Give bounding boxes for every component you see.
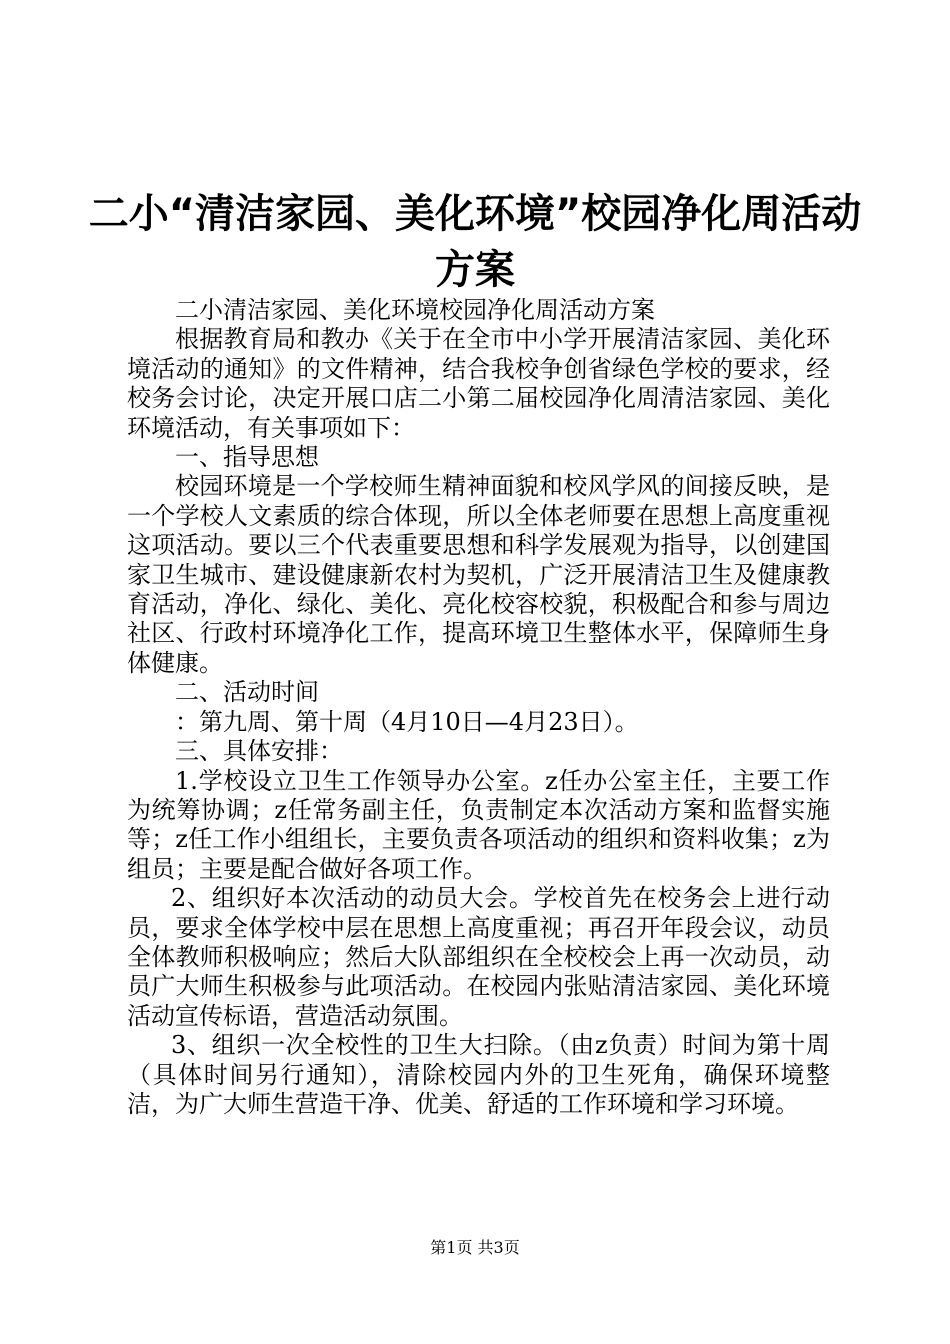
section-heading-arrangements: 三、具体安排： [175,737,343,766]
intro-paragraph: 根据教育局和教办《关于在全市中小学开展清洁家园、美化环境活动的通知》的文件精神，结合我校争创省绿色学校的要求，经校务会讨论，决定开展口店二小第二届校园净化周清洁家园、美化环境活动，有关事项如下： [127,325,830,442]
arrangement-item-3: 3、组织一次全校性的卫生大扫除。（由z负责）时间为第十周（具体时间另行通知），清除校园内外的卫生死角，确保环境整洁，为广大师生营造干净、优美、舒适的工作环境和学习环境。 [127,1031,830,1118]
activity-time-paragraph: ：第九周、第十周（4月10日—4月23日）。 [175,707,639,736]
document-title-line-1: 二小“清洁家园、美化环境”校园净化周活动 [88,191,862,237]
document-body [127,296,830,1119]
section-heading-guiding-ideology: 一、指导思想 [175,443,319,472]
subtitle-paragraph: 二小清洁家园、美化环境校园净化周活动方案 [175,296,655,324]
section-heading-activity-time: 二、活动时间 [175,678,319,707]
arrangement-item-1: 1.学校设立卫生工作领导办公室。z任办公室主任，主要工作为统筹协调；z任常务副主任，负责制定本次活动方案和监督实施等；z任工作小组组长，主要负责各项活动的组织和资料收集；z为组员；主要是配合做好各项工作。 [127,766,830,883]
arrangement-item-2: 2、组织好本次活动的动员大会。学校首先在校务会上进行动员，要求全体学校中层在思想上高度重视；再召开年段会议，动员全体教师积极响应；然后大队部组织在全校校会上再一次动员，动员广大师生积极参与此项活动。在校园内张贴清洁家园、美化环境活动宣传标语，营造活动氛围。 [127,884,830,1030]
guiding-ideology-paragraph: 校园环境是一个学校师生精神面貌和校风学风的间接反映，是一个学校人文素质的综合体现，所以全体老师要在思想上高度重视这项活动。要以三个代表重要思想和科学发展观为指导，以创建国家卫生城市、建设健康新农村为契机，广泛开展清洁卫生及健康教育活动，净化、绿化、美化、亮化校容校貌，积极配合和参与周边社区、行政村环境净化工作，提高环境卫生整体水平，保障师生身体健康。 [127,472,830,677]
page-number-footer: 第1页 共3页 [430,1238,520,1257]
document-title-line-2: 方案 [435,247,515,293]
